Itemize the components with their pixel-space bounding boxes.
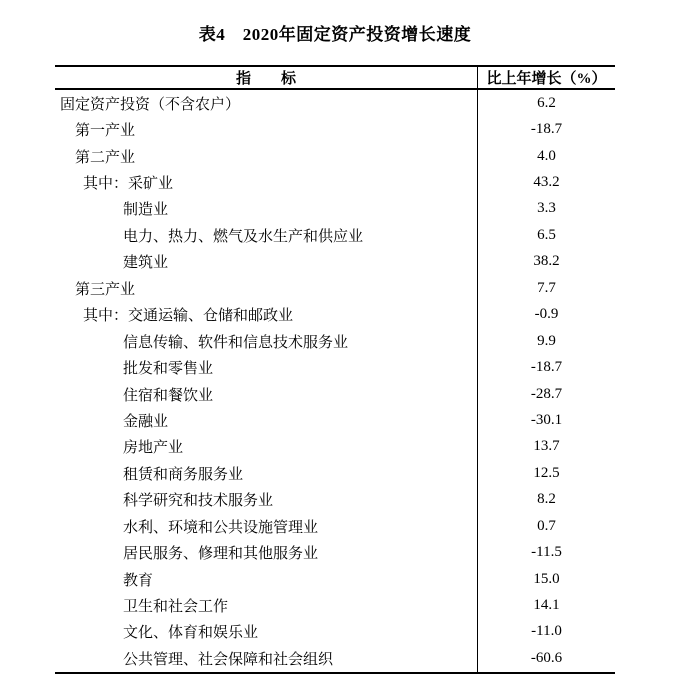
indicator-label: 其中：交通运输、仓储和邮政业 — [55, 302, 478, 328]
table-row — [55, 249, 615, 275]
growth-value: 9.9 — [537, 332, 556, 349]
table-row — [55, 592, 615, 618]
table-row — [55, 302, 615, 328]
table-row — [55, 169, 615, 195]
table-row — [55, 566, 615, 592]
indicator-label: 第三产业 — [55, 275, 478, 301]
indicator-label: 固定资产投资（不含农户） — [55, 90, 478, 116]
indicator-label: 第二产业 — [55, 143, 478, 169]
table-row — [55, 90, 615, 116]
indicator-label: 科学研究和技术服务业 — [55, 487, 478, 513]
indicator-label: 第一产业 — [55, 116, 478, 142]
table-row — [55, 513, 615, 539]
growth-value: -60.6 — [530, 649, 563, 666]
growth-value: 8.2 — [537, 491, 556, 508]
indicator-label: 水利、环境和公共设施管理业 — [55, 513, 478, 539]
indicator-label: 文化、体育和娱乐业 — [55, 619, 478, 645]
growth-value: -11.5 — [531, 544, 562, 561]
growth-value: 43.2 — [533, 174, 560, 191]
page-title: 表4 2020年固定资产投资增长速度 — [198, 25, 472, 44]
growth-value: 6.5 — [537, 226, 556, 243]
indicator-label: 房地产业 — [55, 434, 478, 460]
indicator-label: 电力、热力、燃气及水生产和供应业 — [55, 222, 478, 248]
indicator-label: 其中：采矿业 — [55, 169, 478, 195]
table-row — [55, 116, 615, 142]
indicator-label: 制造业 — [55, 196, 478, 222]
table-row — [55, 196, 615, 222]
growth-rate-table — [55, 65, 615, 674]
table-row — [55, 539, 615, 565]
table-row — [55, 275, 615, 301]
table-header-row — [55, 67, 615, 90]
indicator-label: 批发和零售业 — [55, 354, 478, 380]
indicator-label: 公共管理、社会保障和社会组织 — [55, 645, 478, 671]
table-row — [55, 328, 615, 354]
indicator-column-header: 指 标 — [55, 67, 478, 88]
table-row — [55, 487, 615, 513]
growth-value: 12.5 — [533, 464, 560, 481]
table-row — [55, 143, 615, 169]
growth-value: 3.3 — [537, 200, 556, 217]
growth-value: -30.1 — [530, 411, 563, 428]
growth-value: 4.0 — [537, 147, 556, 164]
table-row — [55, 645, 615, 671]
table-row — [55, 354, 615, 380]
table-row — [55, 434, 615, 460]
growth-value: -0.9 — [534, 306, 559, 323]
table-row — [55, 460, 615, 486]
growth-value: 7.7 — [537, 279, 556, 296]
growth-value: 0.7 — [537, 517, 556, 534]
indicator-label: 卫生和社会工作 — [55, 592, 478, 618]
table-row — [55, 407, 615, 433]
indicator-label: 居民服务、修理和其他服务业 — [55, 539, 478, 565]
table-body — [55, 90, 615, 672]
growth-column-header: 比上年增长（%） — [486, 71, 607, 87]
growth-value: -11.0 — [531, 623, 562, 640]
indicator-label: 金融业 — [55, 407, 478, 433]
growth-value: -18.7 — [530, 359, 563, 376]
indicator-label: 教育 — [55, 566, 478, 592]
indicator-label: 信息传输、软件和信息技术服务业 — [55, 328, 478, 354]
indicator-label: 租赁和商务服务业 — [55, 460, 478, 486]
indicator-label: 住宿和餐饮业 — [55, 381, 478, 407]
growth-value: 15.0 — [533, 570, 560, 587]
table-row — [55, 381, 615, 407]
indicator-label: 建筑业 — [55, 249, 478, 275]
growth-value: -18.7 — [530, 121, 563, 138]
table-row — [55, 619, 615, 645]
growth-value: 6.2 — [537, 94, 556, 111]
growth-value: 38.2 — [533, 253, 560, 270]
growth-value: 14.1 — [533, 597, 560, 614]
growth-value: 13.7 — [533, 438, 560, 455]
growth-value: -28.7 — [530, 385, 563, 402]
table-row — [55, 222, 615, 248]
